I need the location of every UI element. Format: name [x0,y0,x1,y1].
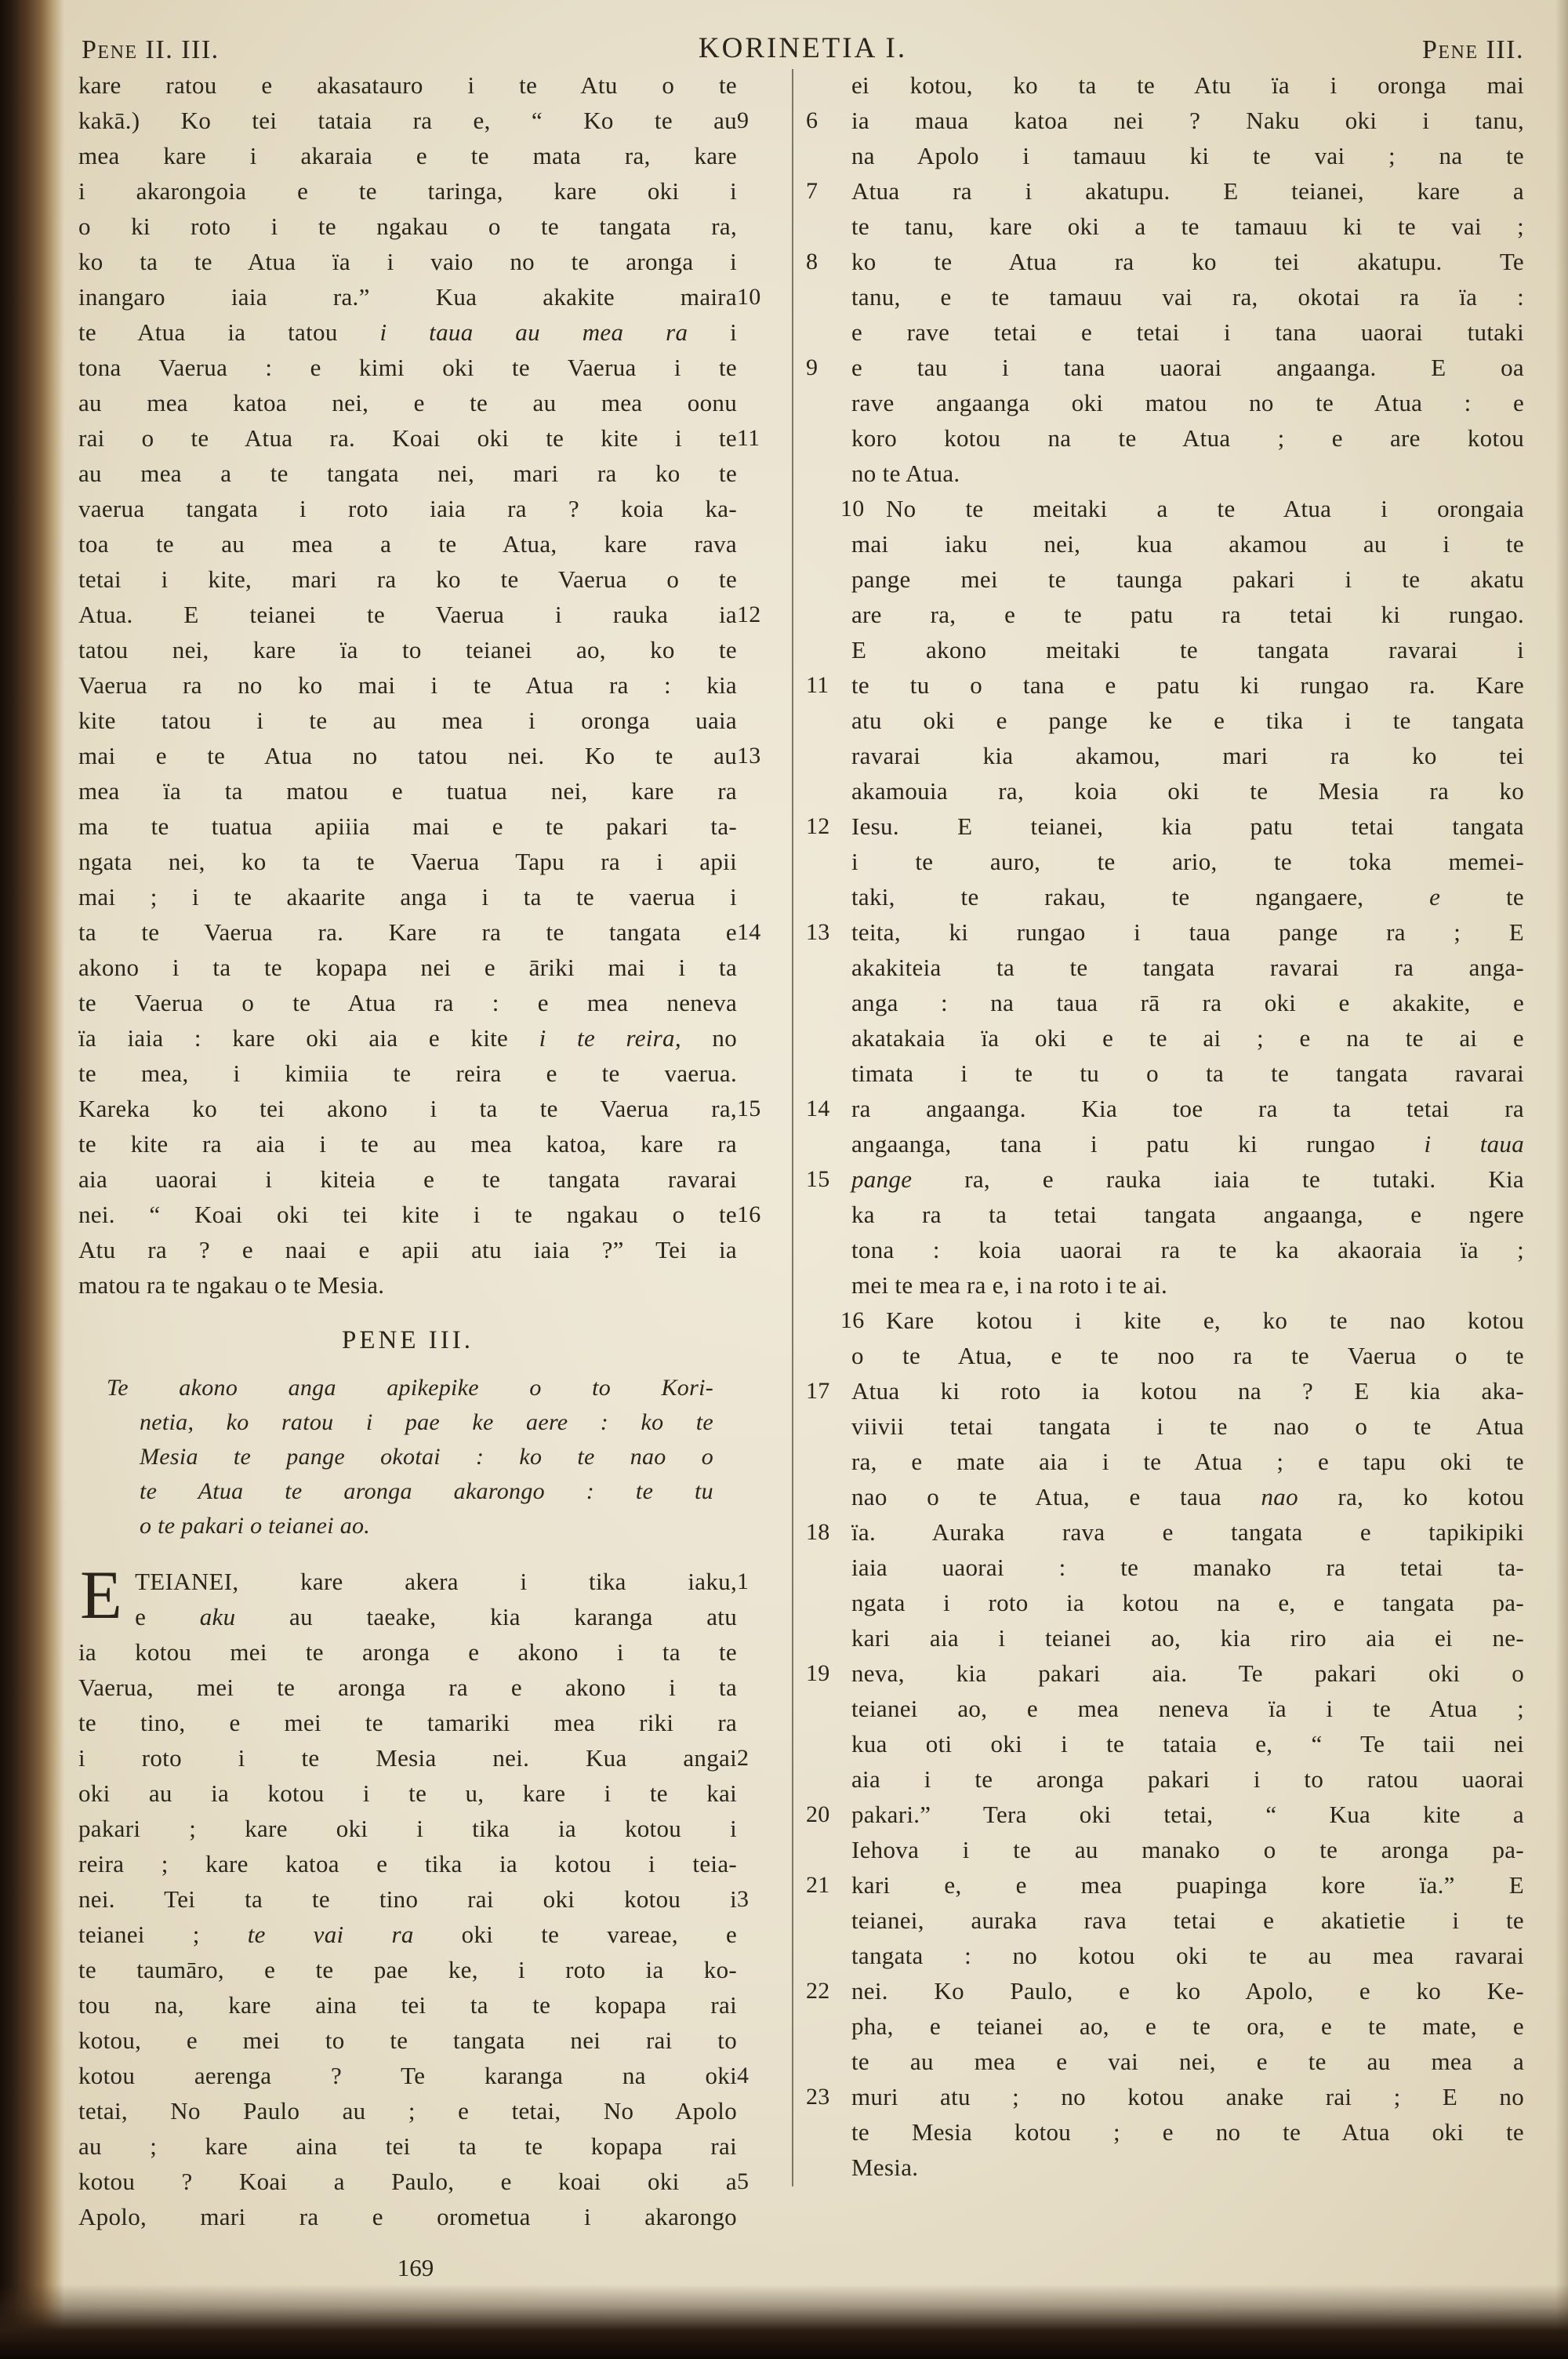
verse-number: 9 [806,354,818,380]
verse-number: 2 [737,1745,750,1771]
text-line: E akono meitaki te tangata ravarai i [851,636,1524,663]
text-line: 4 kotou aerenga ? Te karanga na oki [78,2058,737,2093]
verse-number: 15 [737,1096,761,1121]
text-line: 3 nei. Tei ta te tino rai oki kotou i [78,1881,737,1917]
verse-text-block [806,491,1525,1303]
text-line: au mea a te tangata nei, mari ra ko te [78,460,737,487]
text-line: ia kotou mei te aronga e akono i ta te [78,1638,737,1666]
text-line: 20 pakari.” Tera oki tetai, “ Kua kite a [851,1797,1524,1832]
book-binding-edge [0,0,64,2359]
text-line: 12 Atua. E teianei te Vaerua i rauka ia [78,597,737,632]
text-line: 2 i roto i te Mesia nei. Kua angai [78,1740,737,1776]
text-line: pha, e teianei ao, e te ora, e te mate, e [851,2012,1524,2040]
text-line: o ki roto i te ngakau o te tangata ra, [78,213,737,240]
verse-number: 22 [806,1978,830,2004]
verse-text-block [78,67,761,1303]
text-line: 13 mai e te Atua no tatou nei. Ko te au [78,738,737,773]
verse-number: 17 [806,1378,830,1404]
text-line: 15 pange ra, e rauka iaia te tutaki. Kia [851,1161,1524,1197]
running-header-left: Pene II. III. [82,35,220,64]
text-line: 11 rai o te Atua ra. Koai oki te kite i te [78,420,737,456]
text-line: 6 ia maua katoa nei ? Naku oki i tanu, [851,103,1524,138]
text-line: te tino, e mei te tamariki mea riki ra [78,1709,737,1736]
running-header [82,31,1524,71]
text-line: Te akono anga apikepike o to Kori- [107,1375,713,1401]
text-line: ravarai kia akamou, mari ra ko tei [851,742,1524,769]
text-line: 1 TEIANEI, kare akera i tika iaku, [78,1564,737,1599]
text-line: tangata : no kotou oki te au mea ravarai [851,1942,1524,1969]
text-line: tona Vaerua : e kimi oki te Vaerua i te [78,354,737,381]
verse-number: 13 [806,919,830,945]
text-line: 10 No te meitaki a te Atua i orongaia [851,491,1524,526]
verse-number: 15 [806,1166,830,1192]
text-line: kite tatou i te au mea i oronga uaia [78,707,737,734]
text-line: 5 kotou ? Koai a Paulo, e koai oki a [78,2164,737,2199]
text-line: te kite ra aia i te au mea katoa, kare ra [78,1130,737,1158]
text-line: 10 inangaro iaia ra.” Kua akakite maira [78,279,737,314]
text-line: 14 ta te Vaerua ra. Kare ra te tangata e [78,914,737,950]
text-line: viivii tetai tangata i te nao o te Atua [851,1412,1524,1440]
text-line: 19 neva, kia pakari aia. Te pakari oki o [851,1656,1524,1691]
verse-text-block [806,1303,1524,2185]
text-line: te Atua te aronga akarongo : te tu [140,1478,713,1504]
text-line: matou ra te ngakau o te Mesia. [78,1271,385,1299]
text-line: akatakaia ïa oki e te ai ; e na te ai e [851,1024,1524,1052]
chapter-summary [107,1371,713,1543]
verse-number: 23 [806,2084,830,2110]
text-line: e aku au taeake, kia karanga atu [135,1603,738,1630]
text-line: ko ta te Atua ïa i vaio no te aronga i [78,248,737,275]
verse-number: 12 [737,602,761,627]
text-line: mea kare i akaraia e te mata ra, kare [78,142,737,169]
verse-text-block [78,1558,750,2234]
text-line: tanu, e te tamauu vai ra, okotai ra ïa : [851,283,1524,311]
text-line: teianei ao, e mea neneva ïa i te Atua ; [851,1695,1524,1722]
verse-text-block [806,67,1524,491]
page-bottom-edge [0,2284,1568,2359]
text-line: i te auro, te ario, te toka memei- [851,848,1524,875]
text-line: akamouia ra, koia oki te Mesia ra ko [851,777,1524,805]
text-line: taki, te rakau, te ngangaere, e te [851,883,1524,911]
verse-number: 12 [806,813,830,839]
text-line: 9 kakā.) Ko tei tataia ra e, “ Ko te au [78,103,737,138]
text-line: 7 Atua ra i akatupu. E teianei, kare a [851,173,1524,209]
text-line: tetai, No Paulo au ; e tetai, No Apolo [78,2097,737,2125]
text-line: nao o te Atua, e taua nao ra, ko kotou [851,1483,1524,1510]
text-line: tetai i kite, mari ra ko te Vaerua o te [78,565,737,593]
verse-number: 7 [806,178,818,204]
text-line: tatou nei, kare ïa to teianei ao, ko te [78,636,737,663]
text-line: 12 Iesu. E teianei, kia patu tetai tangata [851,809,1524,844]
text-line: Vaerua ra no ko mai i te Atua ra : kia [78,671,737,699]
text-line: au mea katoa nei, e te au mea oonu [78,389,737,416]
text-line: te Mesia kotou ; e no te Atua oki te [851,2118,1524,2146]
text-line: Apolo, mari ra e orometua i akarongo [78,2203,737,2230]
text-column-right [806,67,1525,2185]
verse-number: 16 [840,1307,865,1333]
text-line: Mesia te pange okotai : ko te nao o [140,1444,713,1470]
verse-number: 13 [737,743,761,769]
text-line: te mea, i kimiia te reira e te vaerua. [78,1060,737,1087]
verse-number: 5 [737,2168,750,2194]
text-line: angaanga, tana i patu ki rungao i taua [851,1130,1525,1158]
verse-number: 20 [806,1801,830,1827]
verse-number: 19 [806,1660,830,1686]
text-line: timata i te tu o ta te tangata ravarai [851,1060,1524,1087]
text-line: teianei ; te vai ra oki te vareae, e [78,1921,738,1948]
text-line: pange mei te taunga pakari i te akatu [851,565,1524,593]
text-line: kari aia i teianei ao, kia riro aia ei ne- [851,1624,1524,1652]
text-line: Iehova i te au manako o te aronga pa- [851,1836,1524,1863]
text-line: are ra, e te patu ra tetai ki rungao. [851,601,1524,628]
text-line: na Apolo i tamauu ki te vai ; na te [851,142,1524,169]
verse-number: 8 [806,249,818,274]
verse-number: 10 [840,496,865,522]
text-line: 11 te tu o tana e patu ki rungao ra. Kare [851,667,1524,703]
text-line: reira ; kare katoa e tika ia kotou i teia- [78,1850,737,1877]
text-line: no te Atua. [851,460,960,487]
verse-number: 18 [806,1519,830,1545]
page-right-edge [1555,0,1568,2359]
verse-number: 14 [737,919,761,945]
text-line: 23 muri atu ; no kotou anake rai ; E no [851,2079,1524,2114]
text-line: ïa iaia : kare oki aia e kite i te reira, no [78,1024,738,1052]
verse-number: 9 [737,107,750,133]
text-line: aia i te aronga pakari i to ratou uaorai [851,1765,1524,1793]
text-line: 21 kari e, e mea puapinga kore ïa.” E [851,1867,1524,1903]
text-column-left [78,67,761,2234]
text-line: 18 ïa. Auraka rava e tangata e tapikipiki [851,1514,1524,1550]
text-line: anga : na taua rā ra oki e akakite, e [851,989,1524,1016]
verse-number: 1 [737,1568,750,1594]
text-line: iaia uaorai : te manako ra tetai ta- [851,1554,1524,1581]
text-line: 13 teita, ki rungao i taua pange ra ; E [851,914,1524,950]
text-line: kotou, e mei to te tangata nei rai to [78,2026,737,2054]
text-line: mai ; i te akaarite anga i ta te vaerua i [78,883,737,911]
text-line: kare ratou e akasatauro i te Atu o te [78,71,737,99]
text-line: ngata i roto ia kotou na e, e tangata pa- [851,1589,1524,1616]
text-line: aia uaorai i kiteia e te tangata ravarai [78,1165,737,1193]
text-line: 16 Kare kotou i kite e, ko te nao kotou [851,1303,1524,1338]
text-line: 16 nei. “ Koai oki tei kite i te ngakau o te [78,1197,737,1232]
text-line: 14 ra angaanga. Kia toe ra ta tetai ra [851,1091,1524,1126]
verse-number: 11 [737,425,760,451]
drop-cap: E [80,1558,123,1634]
text-line: o te Atua, e te noo ra te Vaerua o te [851,1342,1524,1369]
verse-number: 6 [806,107,818,133]
text-line: teianei, auraka rava tetai e akatietie i te [851,1906,1524,1934]
text-line: akono i ta te kopapa nei e āriki mai i ta [78,954,737,981]
text-line: te Atua ia tatou i taua au mea ra i [78,318,737,346]
text-line: 22 nei. Ko Paulo, e ko Apolo, e ko Ke- [851,1973,1524,2008]
text-line: Atu ra ? e naai e apii atu iaia ?” Tei ia [78,1236,737,1263]
text-line: e rave tetai e tetai i tana uaorai tutaki [851,318,1524,346]
verse-number: 10 [737,284,761,310]
text-line: ra, e mate aia i te Atua ; e tapu oki te [851,1448,1524,1475]
text-line: mai iaku nei, kua akamou au i te [851,530,1524,558]
text-line: 8 ko te Atua ra ko tei akatupu. Te [851,244,1524,279]
text-line: ngata nei, ko ta te Vaerua Tapu ra i apii [78,848,737,875]
text-line: te tanu, kare oki a te tamauu ki te vai ; [851,213,1524,240]
text-line: mei te mea ra e, i na roto i te ai. [851,1271,1167,1299]
text-line: te Vaerua o te Atua ra : e mea neneva [78,989,737,1016]
verse-number: 4 [737,2063,750,2088]
text-line: koro kotou na te Atua ; e are kotou [851,424,1524,452]
text-line: rave angaanga oki matou no te Atua : e [851,389,1524,416]
text-line: tona : koia uaorai ra te ka akaoraia ïa ; [851,1236,1524,1263]
text-line: ei kotou, ko ta te Atu ïa i oronga mai [851,71,1524,99]
verse-number: 3 [737,1886,750,1912]
verse-number: 21 [806,1872,830,1898]
text-line: pakari ; kare oki i tika ia kotou i [78,1815,737,1842]
verse-number: 16 [737,1201,761,1227]
page-number: 169 [397,2254,434,2281]
text-line: 9 e tau i tana uaorai angaanga. E oa [851,350,1524,385]
text-line: netia, ko ratou i pae ke aere : ko te [140,1409,713,1435]
text-line: Mesia. [851,2154,919,2181]
verse-number: 14 [806,1096,830,1121]
verse-number: 11 [806,672,829,698]
text-line: vaerua tangata i roto iaia ra ? koia ka- [78,495,737,522]
text-line: mea ïa ta matou e tuatua nei, kare ra [78,777,737,805]
text-line: au ; kare aina tei ta te kopapa rai [78,2132,737,2160]
text-line: 17 Atua ki roto ia kotou na ? E kia aka- [851,1373,1524,1408]
text-line: te taumāro, e te pae ke, i roto ia ko- [78,1956,737,1983]
text-line: kua oti oki i te tataia e, “ Te taii nei [851,1730,1524,1757]
text-line: Vaerua, mei te aronga ra e akono i ta [78,1674,737,1701]
text-line: akakiteia ta te tangata ravarai ra anga- [851,954,1524,981]
text-line: ma te tuatua apiiia mai e te pakari ta- [78,812,737,840]
text-line: atu oki e pange ke e tika i te tangata [851,707,1524,734]
text-line: ka ra ta tetai tangata angaanga, e ngere [851,1201,1524,1228]
text-line: i akarongoia e te taringa, kare oki i [78,177,737,205]
running-header-title: KORINETIA I. [698,32,908,64]
chapter-heading: PENE III. [342,1326,474,1354]
text-line: toa te au mea a te Atua, kare rava [78,530,737,558]
text-line: 15 Kareka ko tei akono i ta te Vaerua ra, [78,1091,737,1126]
text-line: oki au ia kotou i te u, kare i te kai [78,1779,737,1807]
text-line: o te pakari o teianei ao. [140,1513,371,1539]
text-line: tou na, kare aina tei ta te kopapa rai [78,1991,737,2019]
text-line: te au mea e vai nei, e te au mea a [851,2048,1524,2075]
running-header-right: Pene III. [1421,35,1524,64]
column-divider [792,69,793,2186]
